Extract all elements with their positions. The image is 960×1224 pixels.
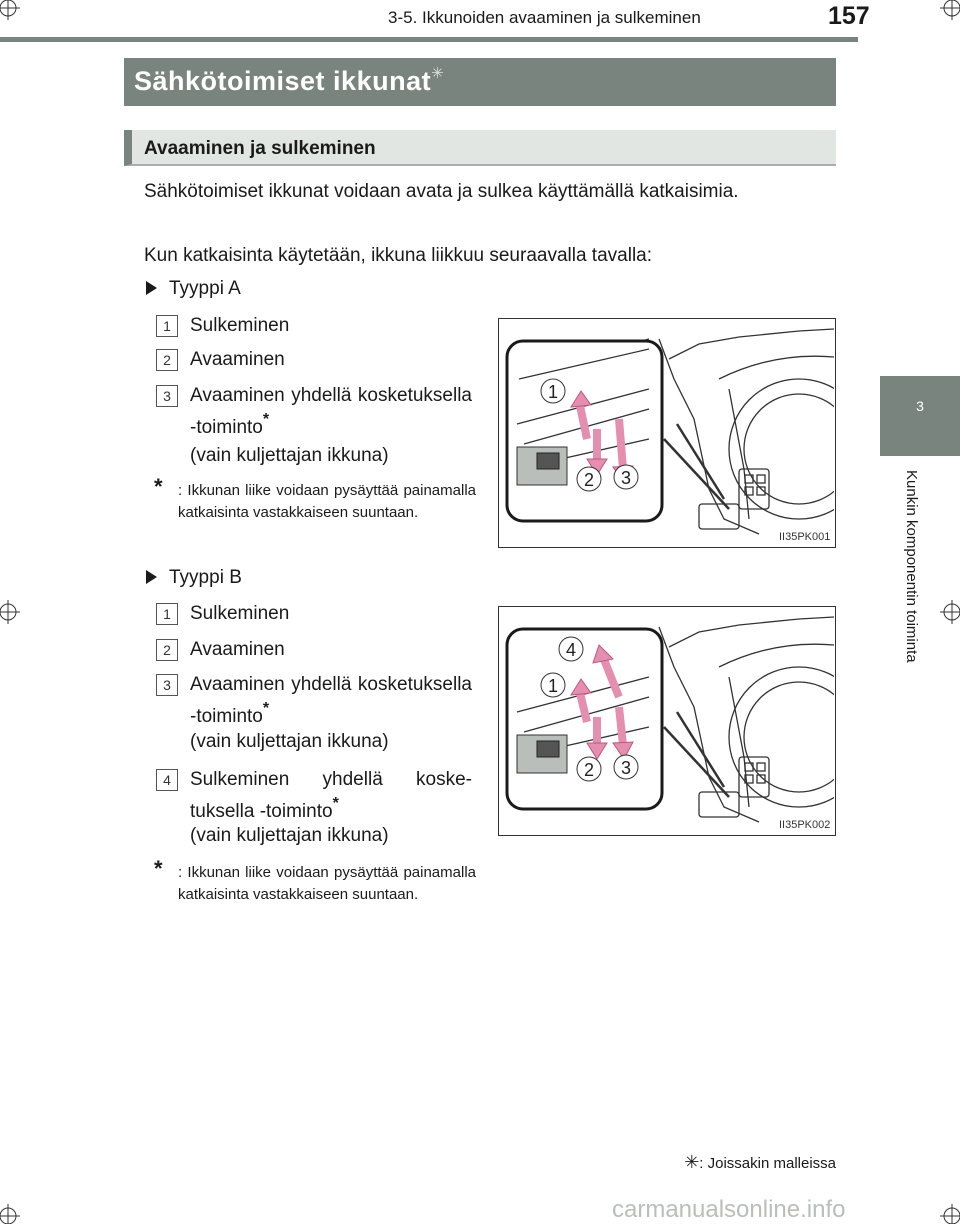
page-number: 157 <box>828 2 870 30</box>
item-number-badge: 2 <box>156 639 178 661</box>
type-b-item-4-note: (vain kuljettajan ikkuna) <box>190 825 389 846</box>
type-a-note: : Ikkunan liike voidaan pysäyttää painamalla katkaisinta vastakkaiseen suuntaan. <box>178 482 476 521</box>
type-b-item-2: Avaaminen <box>190 639 285 660</box>
type-a-image-code: II35PK001 <box>779 531 831 543</box>
asterisk-mark: * <box>262 699 270 717</box>
section-title-mark: ✳ <box>431 65 445 82</box>
note-asterisk: * <box>154 474 163 499</box>
footnote-mark: ✳ <box>684 1152 700 1172</box>
triangle-bullet-icon <box>146 570 157 584</box>
type-a-item-2: Avaaminen <box>190 349 285 370</box>
chapter-tab <box>880 376 960 456</box>
note-asterisk: * <box>154 856 163 881</box>
svg-text:4: 4 <box>565 640 577 660</box>
type-a-heading-text: Tyyppi A <box>169 278 241 299</box>
type-b-item-4 <box>190 764 472 828</box>
type-b-item-3 <box>190 669 472 733</box>
section-title <box>124 58 836 106</box>
asterisk-mark: * <box>332 794 339 812</box>
type-b-heading <box>146 567 242 589</box>
asterisk-mark: * <box>262 410 270 428</box>
type-a-illustration <box>498 318 836 548</box>
power-window-switch-illustration <box>499 607 834 834</box>
item-number-badge: 4 <box>156 769 178 791</box>
type-a-item-1: Sulkeminen <box>190 315 290 336</box>
svg-text:2: 2 <box>583 470 595 490</box>
intro-paragraph-2: Kun katkaisinta käytetään, ikkuna liikkuu seuraavalla tavalla: <box>144 245 653 266</box>
type-b-item-3-text: Avaaminen yhdellä kosketuksella -toiminto <box>190 674 472 727</box>
type-a-item-3-note: (vain kuljettajan ikkuna) <box>190 445 389 466</box>
chapter-tab-number: 3 <box>916 398 924 414</box>
svg-text:3: 3 <box>620 758 632 778</box>
type-b-item-1: Sulkeminen <box>190 603 290 624</box>
svg-text:1: 1 <box>547 676 559 696</box>
svg-text:3: 3 <box>620 468 632 488</box>
item-number-badge: 1 <box>156 315 178 337</box>
item-number-badge: 3 <box>156 385 178 407</box>
type-b-illustration <box>498 606 836 836</box>
power-window-switch-illustration <box>499 319 834 546</box>
section-title-text: Sähkötoimiset ikkunat <box>134 66 432 96</box>
subsection-title: Avaaminen ja sulkeminen <box>124 130 836 166</box>
item-number-badge: 3 <box>156 674 178 696</box>
type-b-item-3-note: (vain kuljettajan ikkuna) <box>190 731 389 752</box>
type-b-note: : Ikkunan liike voidaan pysäyttää painamalla katkaisinta vastakkaiseen suuntaan. <box>178 864 476 903</box>
watermark: carmanualsonline.info <box>612 1196 846 1223</box>
item-number-badge: 2 <box>156 349 178 371</box>
triangle-bullet-icon <box>146 281 157 295</box>
type-b-item-4-text: Sulkeminen yhdellä kosketuksella -toiminto <box>190 769 472 822</box>
type-a-item-3-text: Avaaminen yhdellä kosketuksella -toiminto <box>190 385 472 438</box>
header-rule <box>0 37 858 42</box>
type-b-image-code: II35PK002 <box>779 819 831 831</box>
footnote <box>660 1152 836 1173</box>
svg-text:2: 2 <box>583 760 595 780</box>
type-a-heading <box>146 278 241 300</box>
chapter-tab-label: Kunkin komponentin toiminta <box>903 470 920 663</box>
footnote-text: : Joissakin malleissa <box>699 1155 836 1172</box>
type-b-heading-text: Tyyppi B <box>169 567 242 588</box>
svg-text:1: 1 <box>547 382 559 402</box>
intro-paragraph-1: Sähkötoimiset ikkunat voidaan avata ja sulkea käyttämällä katkaisimia. <box>144 181 739 202</box>
item-number-badge: 1 <box>156 603 178 625</box>
type-a-item-3 <box>190 380 472 444</box>
header-chapter-title: 3-5. Ikkunoiden avaaminen ja sulkeminen <box>388 8 701 27</box>
